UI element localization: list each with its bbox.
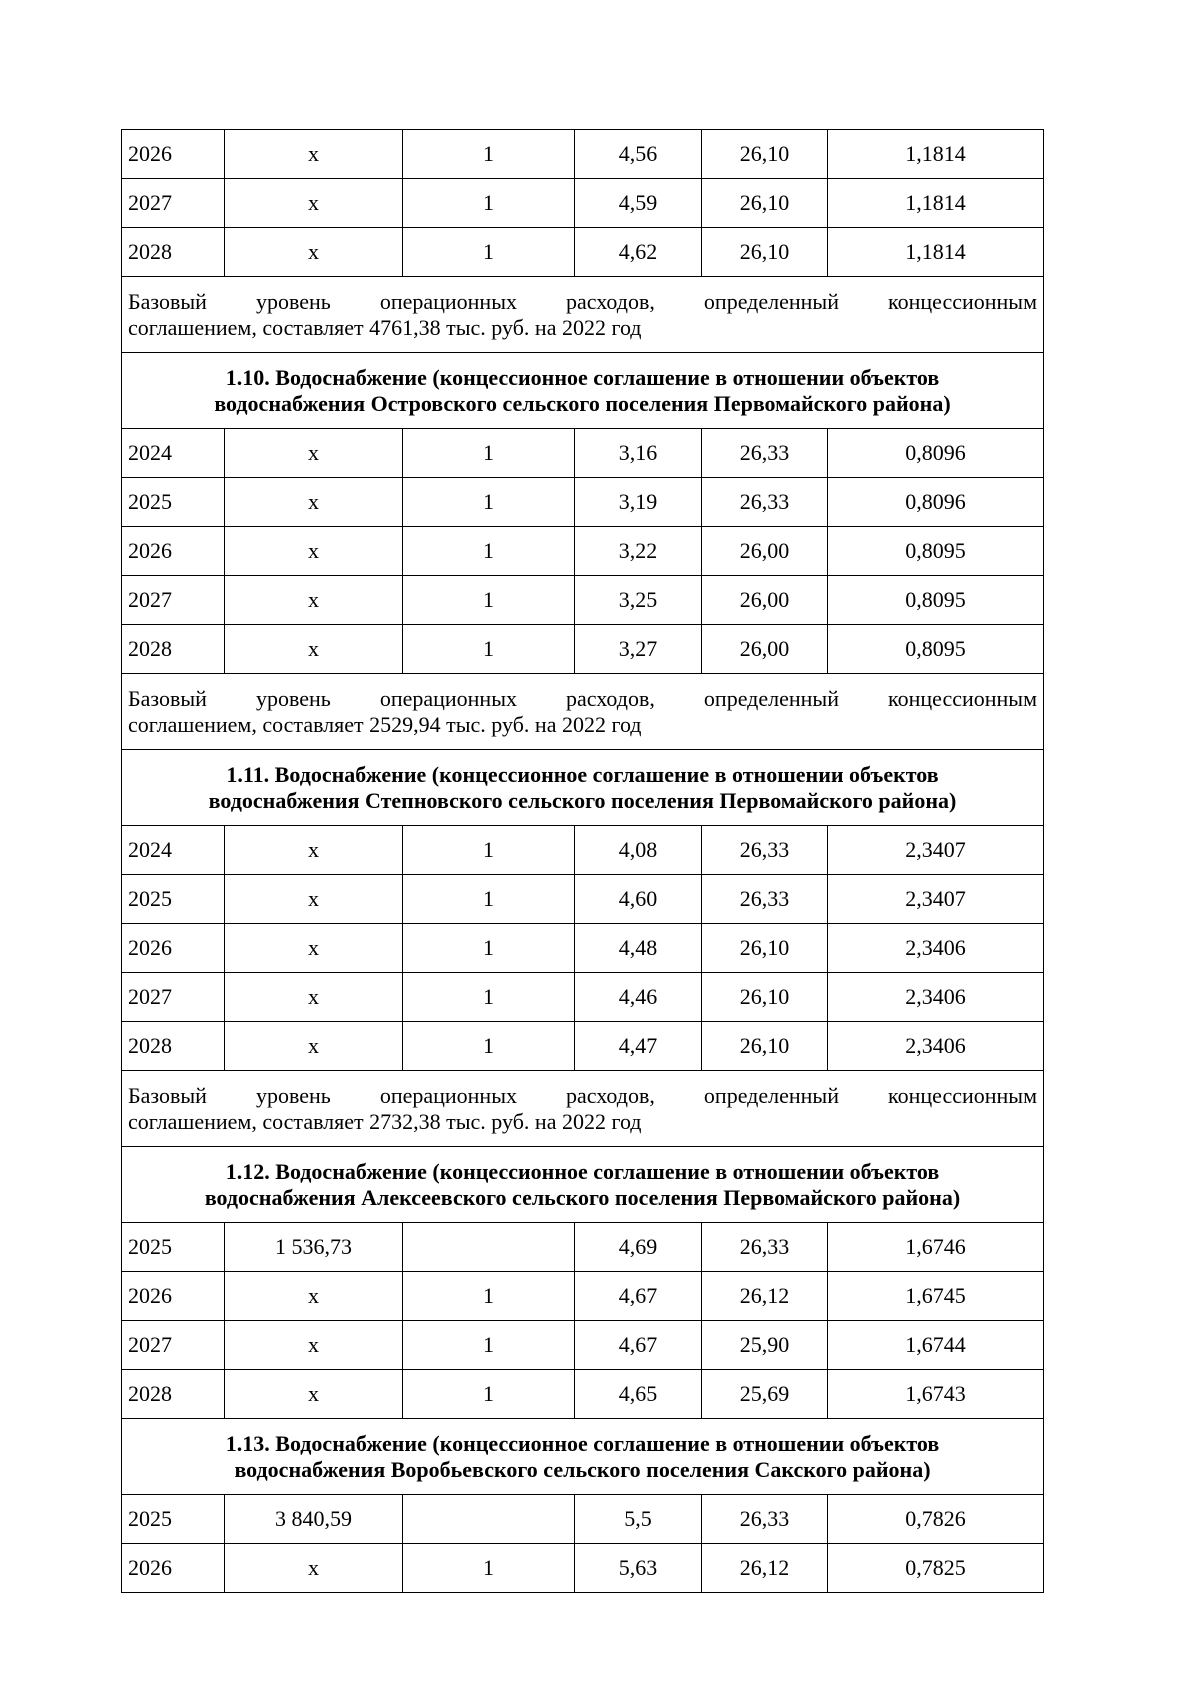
reliability-cell: 25,69 [702, 1370, 828, 1419]
section-heading [122, 750, 1044, 826]
efficiency-cell: 5,63 [575, 1544, 702, 1593]
efficiency-cell: 4,67 [575, 1272, 702, 1321]
reliability-cell: 26,10 [702, 130, 828, 179]
reliability-cell: 26,10 [702, 228, 828, 277]
table-row [122, 478, 1044, 527]
year-cell: 2025 [122, 478, 225, 527]
loss-cell: 0,7826 [828, 1495, 1044, 1544]
table-row [122, 228, 1044, 277]
table-row [122, 625, 1044, 674]
index-cell: 1 [403, 130, 575, 179]
reliability-cell: 26,10 [702, 973, 828, 1022]
index-cell: 1 [403, 478, 575, 527]
reliability-cell: 26,33 [702, 478, 828, 527]
efficiency-cell: 4,59 [575, 179, 702, 228]
value-cell: 3 840,59 [225, 1495, 403, 1544]
note-line: Базовый уровень операционных расходов, определенный концессионным [128, 288, 1037, 314]
index-cell: 1 [403, 625, 575, 674]
value-cell: х [225, 576, 403, 625]
year-cell: 2026 [122, 924, 225, 973]
table-row [122, 130, 1044, 179]
table-row [122, 1223, 1044, 1272]
year-cell: 2028 [122, 625, 225, 674]
reliability-cell: 25,90 [702, 1321, 828, 1370]
reliability-cell: 26,12 [702, 1544, 828, 1593]
value-cell: х [225, 1544, 403, 1593]
loss-cell: 1,1814 [828, 179, 1044, 228]
table-row [122, 924, 1044, 973]
heading-line: 1.11. Водоснабжение (концессионное соглашение в отношении объектов [226, 761, 939, 787]
loss-cell: 2,3406 [828, 1022, 1044, 1071]
table-row [122, 576, 1044, 625]
year-cell: 2028 [122, 1022, 225, 1071]
efficiency-cell: 4,67 [575, 1321, 702, 1370]
value-cell: х [225, 625, 403, 674]
loss-cell: 1,6744 [828, 1321, 1044, 1370]
loss-cell: 0,8096 [828, 478, 1044, 527]
base-level-note [122, 277, 1044, 353]
value-cell: х [225, 1370, 403, 1419]
year-cell: 2026 [122, 1272, 225, 1321]
year-cell: 2028 [122, 228, 225, 277]
value-cell: х [225, 478, 403, 527]
table-row [122, 1544, 1044, 1593]
index-cell: 1 [403, 924, 575, 973]
index-cell: 1 [403, 179, 575, 228]
efficiency-cell: 3,22 [575, 527, 702, 576]
reliability-cell: 26,10 [702, 924, 828, 973]
value-cell: х [225, 228, 403, 277]
efficiency-cell: 4,62 [575, 228, 702, 277]
base-level-note [122, 674, 1044, 750]
reliability-cell: 26,10 [702, 1022, 828, 1071]
value-cell: 1 536,73 [225, 1223, 403, 1272]
value-cell: х [225, 1321, 403, 1370]
index-cell: 1 [403, 875, 575, 924]
index-cell [403, 1223, 575, 1272]
year-cell: 2027 [122, 1321, 225, 1370]
loss-cell: 0,7825 [828, 1544, 1044, 1593]
index-cell: 1 [403, 1544, 575, 1593]
table-row [122, 1370, 1044, 1419]
reliability-cell: 26,33 [702, 1495, 828, 1544]
efficiency-cell: 4,08 [575, 826, 702, 875]
index-cell: 1 [403, 527, 575, 576]
section-heading [122, 1419, 1044, 1495]
loss-cell: 2,3407 [828, 826, 1044, 875]
heading-line: водоснабжения Воробьевского сельского поселения Сакского района) [234, 1456, 931, 1482]
loss-cell: 0,8096 [828, 429, 1044, 478]
loss-cell: 0,8095 [828, 527, 1044, 576]
value-cell: х [225, 973, 403, 1022]
value-cell: х [225, 130, 403, 179]
note-line: Базовый уровень операционных расходов, определенный концессионным [128, 685, 1037, 711]
efficiency-cell: 3,27 [575, 625, 702, 674]
section-heading-row [122, 353, 1044, 429]
section-heading-row [122, 750, 1044, 826]
table-row [122, 1272, 1044, 1321]
year-cell: 2025 [122, 875, 225, 924]
value-cell: х [225, 1272, 403, 1321]
loss-cell: 1,6743 [828, 1370, 1044, 1419]
section-heading-row [122, 1147, 1044, 1223]
year-cell: 2025 [122, 1223, 225, 1272]
efficiency-cell: 4,48 [575, 924, 702, 973]
loss-cell: 1,6746 [828, 1223, 1044, 1272]
reliability-cell: 26,10 [702, 179, 828, 228]
index-cell: 1 [403, 973, 575, 1022]
note-row [122, 674, 1044, 750]
heading-line: 1.13. Водоснабжение (концессионное соглашение в отношении объектов [225, 1430, 940, 1456]
reliability-cell: 26,00 [702, 527, 828, 576]
note-line: Базовый уровень операционных расходов, определенный концессионным [128, 1082, 1037, 1108]
index-cell: 1 [403, 429, 575, 478]
efficiency-cell: 4,56 [575, 130, 702, 179]
tariff-table-body [122, 130, 1044, 1593]
table-row [122, 429, 1044, 478]
efficiency-cell: 3,25 [575, 576, 702, 625]
efficiency-cell: 4,46 [575, 973, 702, 1022]
heading-line: водоснабжения Островского сельского поселения Первомайского района) [214, 390, 951, 416]
table-row [122, 179, 1044, 228]
value-cell: х [225, 1022, 403, 1071]
section-heading-row [122, 1419, 1044, 1495]
efficiency-cell: 3,16 [575, 429, 702, 478]
note-line: соглашением, составляет 2732,38 тыс. руб. на 2022 год [128, 1108, 642, 1134]
year-cell: 2026 [122, 527, 225, 576]
heading-line: 1.12. Водоснабжение (концессионное соглашение в отношении объектов [225, 1158, 940, 1184]
table-row [122, 875, 1044, 924]
year-cell: 2027 [122, 179, 225, 228]
reliability-cell: 26,33 [702, 826, 828, 875]
loss-cell: 1,1814 [828, 228, 1044, 277]
loss-cell: 2,3406 [828, 924, 1044, 973]
loss-cell: 1,1814 [828, 130, 1044, 179]
index-cell: 1 [403, 1370, 575, 1419]
index-cell: 1 [403, 1022, 575, 1071]
efficiency-cell: 5,5 [575, 1495, 702, 1544]
year-cell: 2024 [122, 429, 225, 478]
section-heading [122, 1147, 1044, 1223]
reliability-cell: 26,00 [702, 576, 828, 625]
reliability-cell: 26,33 [702, 1223, 828, 1272]
note-line: соглашением, составляет 2529,94 тыс. руб. на 2022 год [128, 711, 642, 737]
index-cell [403, 1495, 575, 1544]
year-cell: 2025 [122, 1495, 225, 1544]
loss-cell: 2,3406 [828, 973, 1044, 1022]
year-cell: 2024 [122, 826, 225, 875]
efficiency-cell: 4,47 [575, 1022, 702, 1071]
base-level-note [122, 1071, 1044, 1147]
table-row [122, 1495, 1044, 1544]
index-cell: 1 [403, 576, 575, 625]
value-cell: х [225, 924, 403, 973]
index-cell: 1 [403, 1321, 575, 1370]
index-cell: 1 [403, 826, 575, 875]
year-cell: 2027 [122, 576, 225, 625]
note-row [122, 1071, 1044, 1147]
value-cell: х [225, 826, 403, 875]
heading-line: 1.10. Водоснабжение (концессионное соглашение в отношении объектов [225, 364, 940, 390]
index-cell: 1 [403, 228, 575, 277]
section-heading [122, 353, 1044, 429]
index-cell: 1 [403, 1272, 575, 1321]
reliability-cell: 26,00 [702, 625, 828, 674]
efficiency-cell: 4,60 [575, 875, 702, 924]
tariff-table [121, 129, 1044, 1593]
efficiency-cell: 4,69 [575, 1223, 702, 1272]
table-row [122, 527, 1044, 576]
value-cell: х [225, 527, 403, 576]
value-cell: х [225, 429, 403, 478]
value-cell: х [225, 179, 403, 228]
year-cell: 2026 [122, 130, 225, 179]
year-cell: 2026 [122, 1544, 225, 1593]
loss-cell: 1,6745 [828, 1272, 1044, 1321]
heading-line: водоснабжения Алексеевского сельского поселения Первомайского района) [204, 1184, 961, 1210]
heading-line: водоснабжения Степновского сельского поселения Первомайского района) [208, 787, 957, 813]
value-cell: х [225, 875, 403, 924]
year-cell: 2027 [122, 973, 225, 1022]
table-row [122, 1022, 1044, 1071]
reliability-cell: 26,12 [702, 1272, 828, 1321]
year-cell: 2028 [122, 1370, 225, 1419]
reliability-cell: 26,33 [702, 429, 828, 478]
loss-cell: 0,8095 [828, 576, 1044, 625]
note-line: соглашением, составляет 4761,38 тыс. руб. на 2022 год [128, 314, 642, 340]
loss-cell: 0,8095 [828, 625, 1044, 674]
efficiency-cell: 4,65 [575, 1370, 702, 1419]
table-row [122, 1321, 1044, 1370]
loss-cell: 2,3407 [828, 875, 1044, 924]
table-row [122, 826, 1044, 875]
note-row [122, 277, 1044, 353]
reliability-cell: 26,33 [702, 875, 828, 924]
table-row [122, 973, 1044, 1022]
efficiency-cell: 3,19 [575, 478, 702, 527]
